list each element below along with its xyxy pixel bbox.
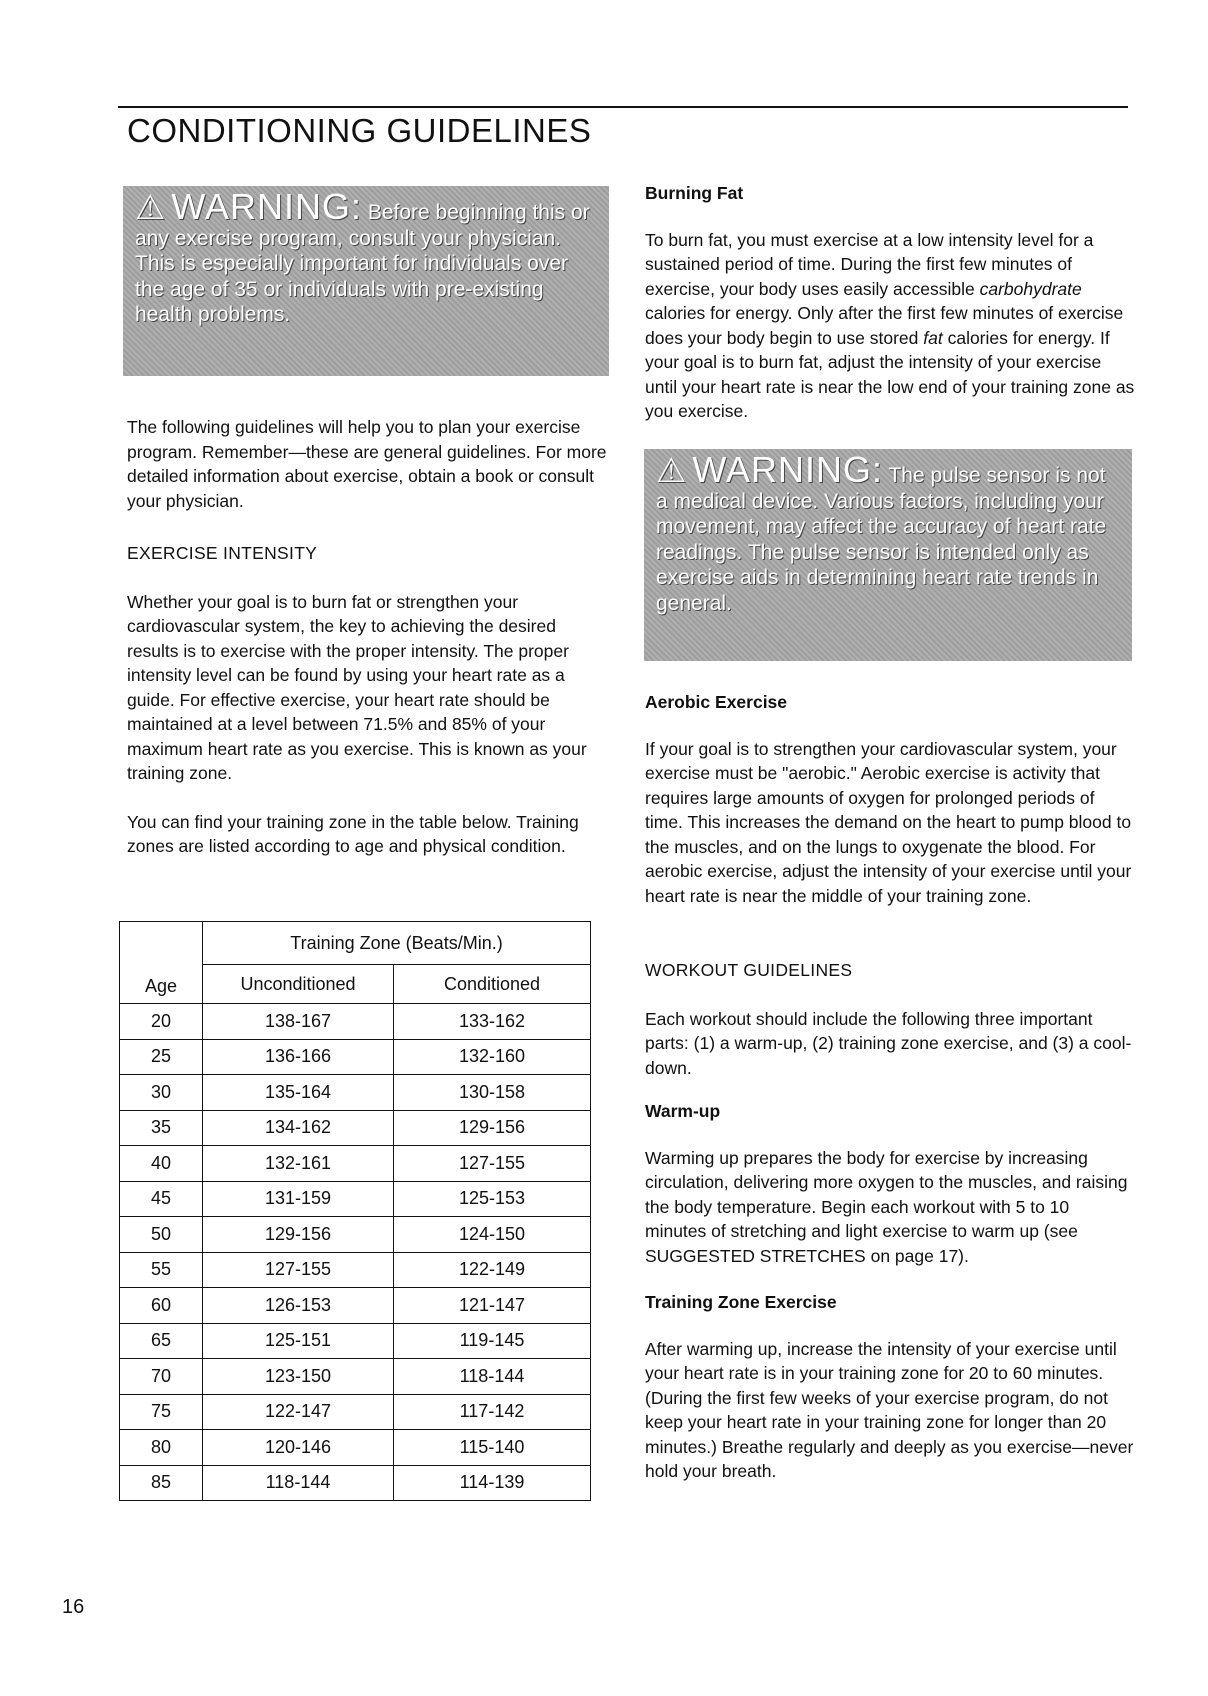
age-cell: 40 [120,1146,203,1182]
training-zone-exercise-heading: Training Zone Exercise [645,1292,837,1312]
aerobic-section [645,690,1135,908]
unconditioned-cell: 127-155 [203,1252,394,1288]
unconditioned-cell: 131-159 [203,1181,394,1217]
training-zone-table [119,921,591,1501]
unconditioned-cell: 118-144 [203,1465,394,1501]
intro-paragraph [127,415,612,513]
burning-fat-text-a: To burn fat, you must exercise at a low intensity level for a sustained period of time. During the first few minutes of exercise, your body uses easily accessible [645,229,1094,299]
burning-fat-text-b: calories for energy. Only after the first few minutes of exercise does your body begin to use stored [645,303,1124,348]
unconditioned-cell: 132-161 [203,1146,394,1182]
table-row [120,1004,591,1040]
age-cell: 70 [120,1359,203,1395]
header-conditioned: Conditioned [394,965,591,1004]
burning-fat-section [645,181,1135,424]
conditioned-cell: 129-156 [394,1110,591,1146]
fat-emphasis: fat [923,327,943,348]
age-cell: 75 [120,1394,203,1430]
burning-fat-heading: Burning Fat [645,183,744,203]
unconditioned-cell: 123-150 [203,1359,394,1395]
page-title: CONDITIONING GUIDELINES [127,112,592,149]
table-row [120,1039,591,1075]
training-zone-paragraph: You can find your training zone in the table below. Training zones are listed according to age and physical condition. [127,811,579,856]
warning-text: The pulse sensor is not a medical device. Various factors, including your movement, may affect the accuracy of heart rate readings. The pulse sensor is intended only as exercise aids in determining heart rate trends in general. [656,464,1107,615]
warning-label: WARNING: [692,449,883,490]
conditioned-cell: 115-140 [394,1430,591,1466]
unconditioned-cell: 129-156 [203,1217,394,1253]
warmup-section [645,1099,1135,1268]
age-cell: 30 [120,1075,203,1111]
table-row [120,1252,591,1288]
unconditioned-cell: 120-146 [203,1430,394,1466]
table-header-row [120,922,591,965]
conditioned-cell: 119-145 [394,1323,591,1359]
header-age: Age [120,922,203,1004]
age-cell: 25 [120,1039,203,1075]
age-cell: 85 [120,1465,203,1501]
age-cell: 60 [120,1288,203,1324]
page-number: 16 [62,1596,85,1618]
warmup-paragraph: Warming up prepares the body for exercise by increasing circulation, delivering more oxygen to the muscles, and raising the body temperature. Begin each workout with 5 to 10 minutes of stretching and light exercise to warm up (see SUGGESTED STRETCHES on page 17). [645,1147,1128,1266]
age-cell: 20 [120,1004,203,1040]
unconditioned-cell: 135-164 [203,1075,394,1111]
workout-paragraph: Each workout should include the following three important parts: (1) a warm-up, (2) training zone exercise, and (3) a cool-down. [645,1008,1132,1078]
table-row [120,1394,591,1430]
intro-text: The following guidelines will help you to plan your exercise program. Remember—these are general guidelines. For more detailed information about exercise, obtain a book or consult your physician. [127,417,607,511]
carbohydrate-emphasis: carbohydrate [979,278,1082,299]
table-row [120,1075,591,1111]
age-cell: 50 [120,1217,203,1253]
conditioned-cell: 117-142 [394,1394,591,1430]
table-row [120,1430,591,1466]
conditioned-cell: 133-162 [394,1004,591,1040]
header-unconditioned: Unconditioned [203,965,394,1004]
conditioned-cell: 125-153 [394,1181,591,1217]
unconditioned-cell: 122-147 [203,1394,394,1430]
warning-triangle-icon: ⚠ [656,452,687,490]
unconditioned-cell: 134-162 [203,1110,394,1146]
warning-text: Before beginning this or any exercise program, consult your physician. This is especially important for individuals over the age of 35 or individuals with pre-existing health problems. [135,201,590,326]
table-row [120,1465,591,1501]
age-cell: 55 [120,1252,203,1288]
workout-heading: WORKOUT GUIDELINES [645,960,853,980]
unconditioned-cell: 126-153 [203,1288,394,1324]
conditioned-cell: 122-149 [394,1252,591,1288]
table-row [120,1288,591,1324]
conditioned-cell: 118-144 [394,1359,591,1395]
training-zone-exercise-paragraph: After warming up, increase the intensity of your exercise until your heart rate is in your training zone for 20 to 60 minutes. (During the first few weeks of your exercise program, do not keep your heart rate in your training zone for longer than 20 minutes.) Breathe regularly and deeply as you exercise—never hold your breath. [645,1338,1134,1481]
title-rule [118,106,1128,108]
exercise-intensity-heading: EXERCISE INTENSITY [127,543,318,563]
warning-triangle-icon: ⚠ [135,189,166,227]
warning-box-pulse-sensor [644,449,1132,661]
age-cell: 45 [120,1181,203,1217]
workout-section [645,958,1135,1080]
burning-fat-paragraph [645,228,1135,424]
conditioned-cell: 132-160 [394,1039,591,1075]
training-zone-exercise-section [645,1290,1135,1484]
conditioned-cell: 121-147 [394,1288,591,1324]
unconditioned-cell: 125-151 [203,1323,394,1359]
warmup-heading: Warm-up [645,1101,721,1121]
burning-fat-text-c: calories for energy. If your goal is to burn fat, adjust the intensity of your exercise until your heart rate is near the low end of your training zone as you exercise. [645,327,1135,421]
unconditioned-cell: 138-167 [203,1004,394,1040]
unconditioned-cell: 136-166 [203,1039,394,1075]
conditioned-cell: 124-150 [394,1217,591,1253]
conditioned-cell: 130-158 [394,1075,591,1111]
exercise-intensity-section [127,541,612,859]
aerobic-paragraph: If your goal is to strengthen your cardiovascular system, your exercise must be "aerobic." Aerobic exercise is activity that requires large amounts of oxygen for prolonged periods of time. This increases the demand on the heart to pump blood to the muscles, and on the lungs to oxygenate the blood. For aerobic exercise, adjust the intensity of your exercise until your heart rate is near the middle of your training zone. [645,738,1132,906]
warning-box-consult-physician [123,186,609,376]
aerobic-heading: Aerobic Exercise [645,692,788,712]
exercise-intensity-paragraph: Whether your goal is to burn fat or strengthen your cardiovascular system, the key to achieving the desired results is to exercise with the proper intensity. The proper intensity level can be found by using your heart rate as a guide. For effective exercise, your heart rate should be maintained at a level between 71.5% and 85% of your maximum heart rate as you exercise. This is known as your training zone. [127,591,587,783]
warning-label: WARNING: [171,186,362,227]
conditioned-cell: 127-155 [394,1146,591,1182]
age-cell: 35 [120,1110,203,1146]
table-row [120,1217,591,1253]
table-row [120,1181,591,1217]
table-row [120,1359,591,1395]
table-row [120,1110,591,1146]
age-cell: 65 [120,1323,203,1359]
age-cell: 80 [120,1430,203,1466]
table-row [120,1323,591,1359]
header-training-zone: Training Zone (Beats/Min.) [203,922,591,965]
table-row [120,1146,591,1182]
conditioned-cell: 114-139 [394,1465,591,1501]
